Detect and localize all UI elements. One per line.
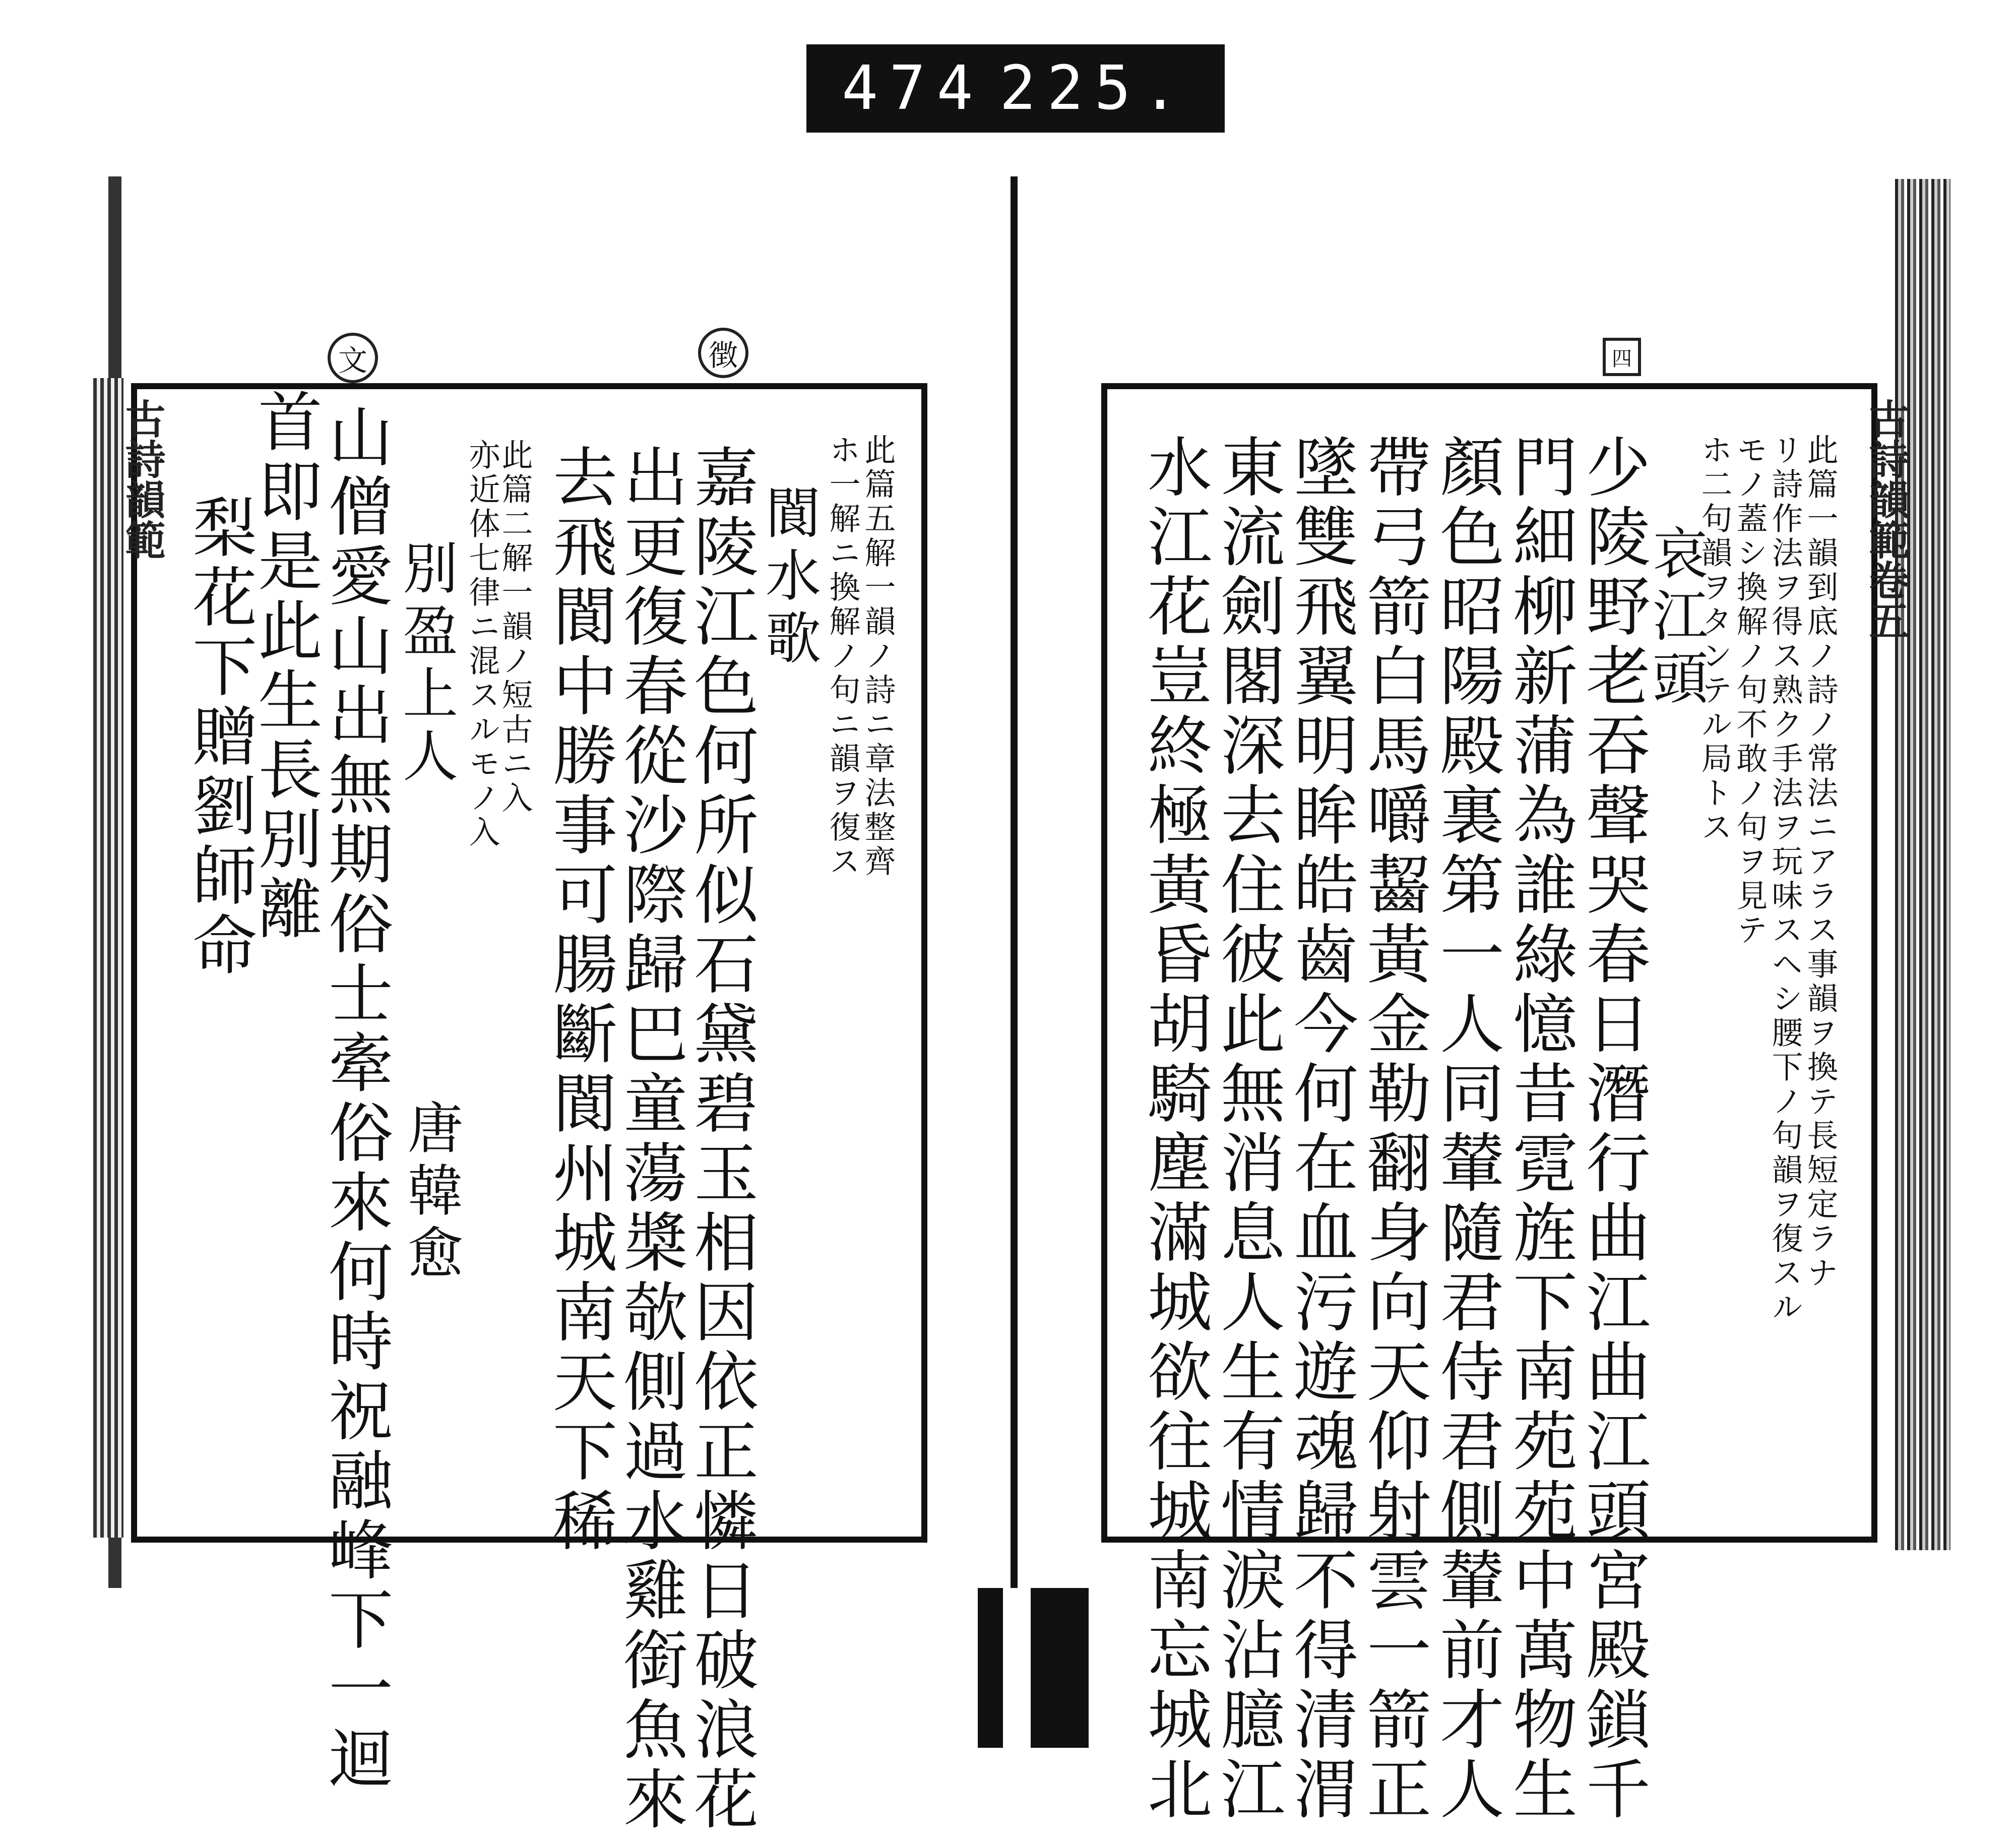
poem-line: 首即是此生長別離 bbox=[247, 388, 322, 945]
poem-author: 唐韓愈 bbox=[399, 1099, 463, 1287]
left-edge-header: 古詩韻範 bbox=[118, 398, 166, 560]
note-line: 亦近体七律ニ混スルモノ入 bbox=[464, 439, 500, 850]
right-edge-header: 古詩韻範卷五 bbox=[1862, 398, 1910, 640]
poem-title: 哀江頭 bbox=[1644, 524, 1708, 712]
frame-number: 225. bbox=[999, 53, 1189, 124]
right-page-edge bbox=[1895, 179, 1950, 1550]
poem-line: 少陵野老吞聲哭春日潛行曲江曲江頭宮殿鎖千 bbox=[1575, 434, 1650, 1825]
note-line: ホ二句韻ヲタンテル局トス bbox=[1696, 434, 1733, 845]
microfilm-reel-label bbox=[806, 44, 1225, 133]
poem-line: 水江花豈終極黃昏胡騎塵滿城欲往城南忘城北 bbox=[1137, 434, 1212, 1825]
poem-line: 嘉陵江色何所似石黛碧玉相因依正憐日破浪花 bbox=[683, 444, 758, 1835]
poem-line: 帶弓箭白馬嚼齧黃金勒翻身向天仰射雲一箭正 bbox=[1356, 434, 1431, 1825]
poem-line: 出更復春從沙際歸巴童蕩槳欹側過水雞銜魚來 bbox=[612, 444, 687, 1835]
page-number-box: 四 bbox=[1603, 338, 1641, 376]
gutter-binding-gap bbox=[1003, 1588, 1031, 1748]
note-line: ホ一解ニ換解ノ句ニ韻ヲ復ス bbox=[824, 434, 861, 879]
poem-line: 門細柳新蒲為誰綠憶昔霓旌下南苑苑中萬物生 bbox=[1502, 434, 1577, 1825]
note-line: 此篇一韻到底ノ詩ノ常法ニアラス事韻ヲ換テ長短定ラナ bbox=[1802, 434, 1839, 1291]
poem-line: 墜雙飛翼明眸皓齒今何在血污遊魂歸不得清渭 bbox=[1283, 434, 1358, 1825]
poem-title: 梨花下贈劉師命 bbox=[181, 494, 257, 981]
note-line: 此篇五解一韻ノ詩ニ章法整齊 bbox=[859, 434, 896, 879]
reel-number: 474 bbox=[842, 53, 984, 124]
poem-line: 山僧愛山出無期俗士牽俗來何時祝融峰下一迴 bbox=[318, 403, 393, 1795]
poem-title: 別盈上人 bbox=[394, 539, 458, 789]
note-line: 此篇二解一韻ノ短古ニ入 bbox=[496, 439, 533, 816]
poem-line: 顏色昭陽殿裏第一人同輦隨君侍君側輦前才人 bbox=[1429, 434, 1504, 1825]
note-line: リ詩作法ヲ得ス熟ク手法ヲ玩味スヘシ腰下ノ句韻ヲ復スル bbox=[1767, 434, 1803, 1325]
seal-stamp-chou: 徴 bbox=[698, 328, 748, 378]
gutter-binding-shadow bbox=[978, 1588, 1089, 1748]
poem-line: 東流劍閣深去住彼此無消息人生有情淚沾臆江 bbox=[1210, 434, 1285, 1825]
poem-title: 閬水歌 bbox=[757, 484, 821, 671]
seal-stamp-bun: 文 bbox=[328, 333, 378, 383]
poem-line: 去飛閬中勝事可腸斷閬州城南天下稀 bbox=[542, 444, 617, 1557]
note-line: モノ蓋シ換解ノ句不敢ノ句ヲ見テ bbox=[1731, 434, 1768, 948]
